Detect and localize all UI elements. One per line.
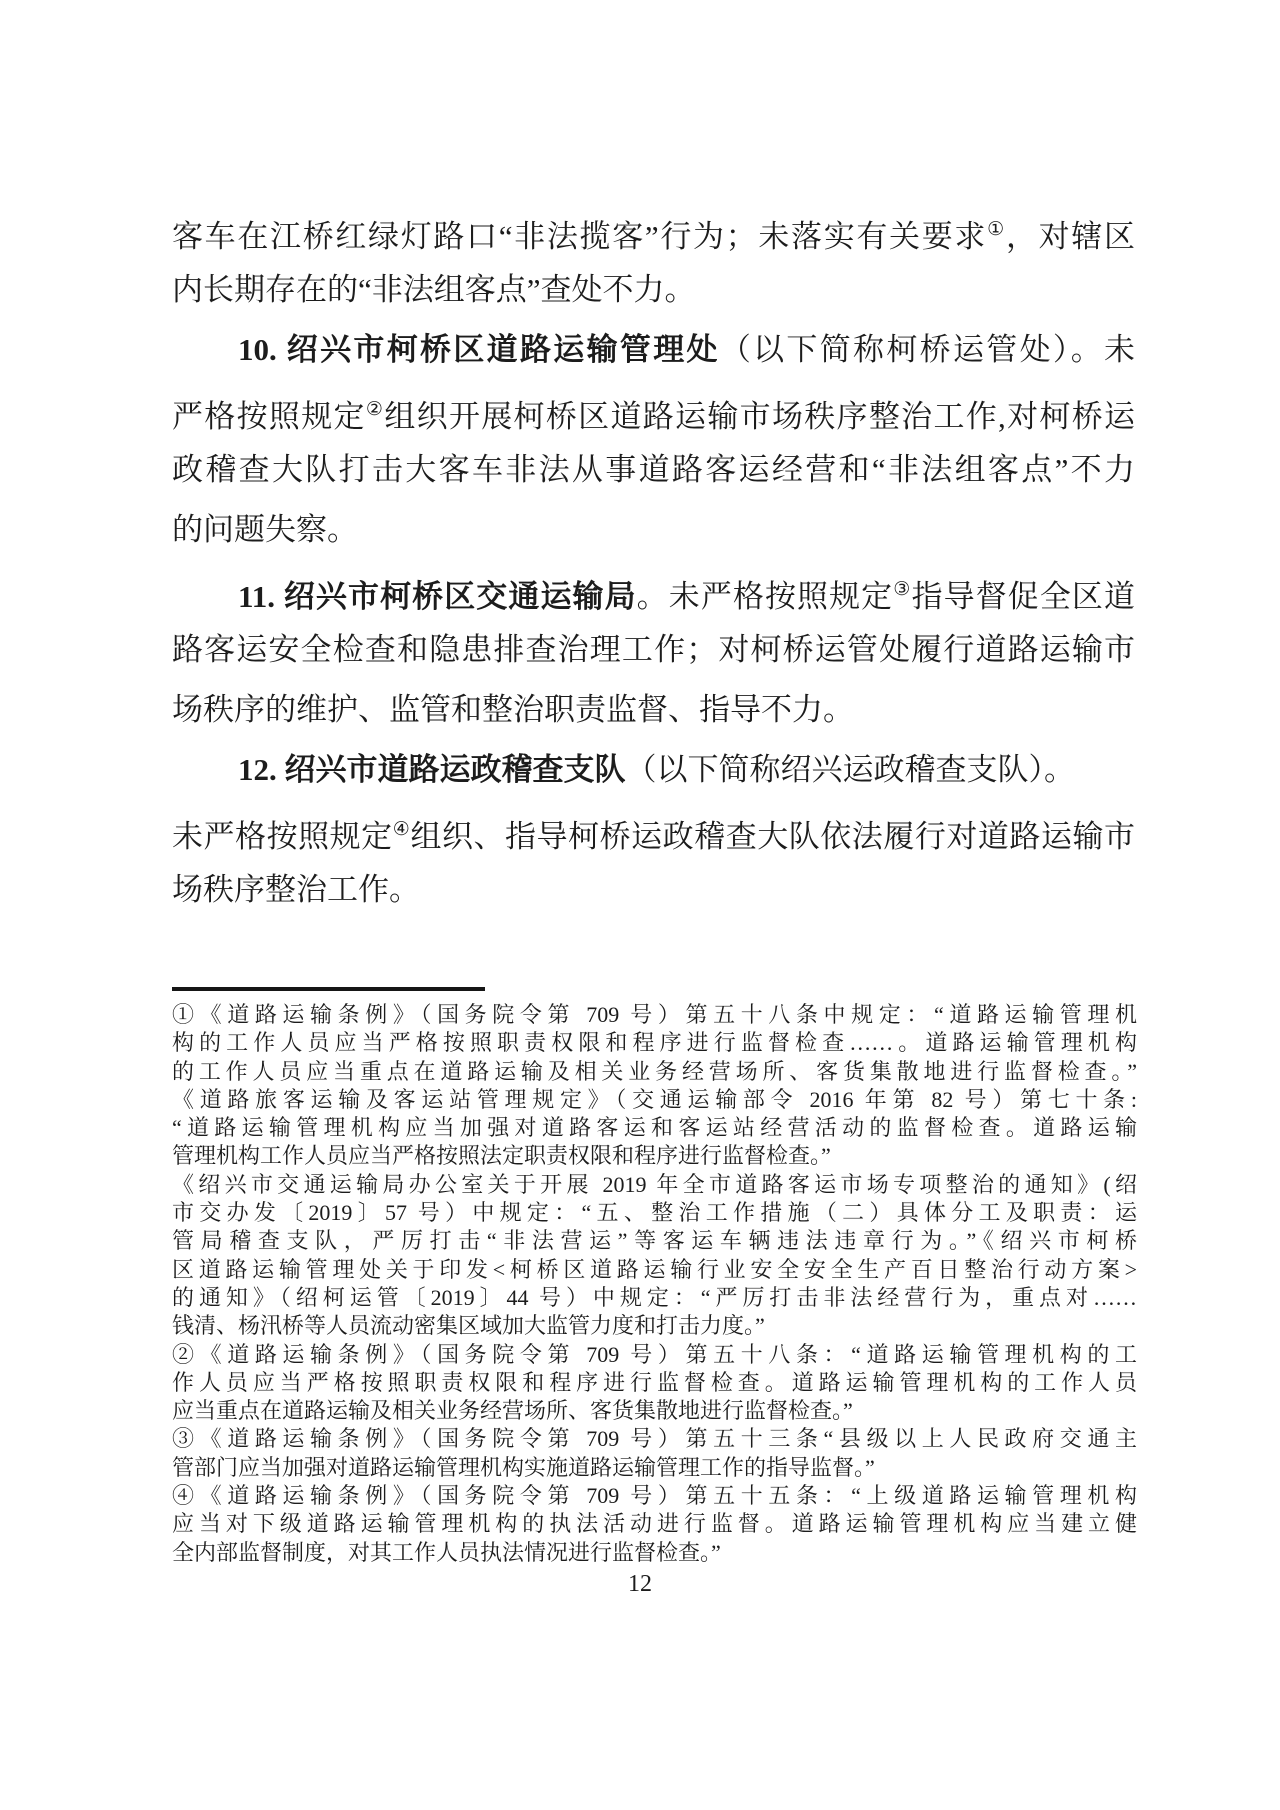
text-run: 。未严格按照规定 — [636, 578, 894, 614]
text-run: 构的工作人员应当严格按照职责权限和程序进行监督检查……。道路运输管理机构 — [172, 1030, 1137, 1056]
text-run: 作人员应当严格按照职责权限和程序进行监督检查。道路运输管理机构的工作人员 — [172, 1369, 1137, 1395]
text-run: 组织、指导柯桥运政稽查大队依法履行对道路运输市 — [410, 818, 1136, 854]
text-line — [172, 1341, 1137, 1369]
footnotes — [172, 1001, 1137, 1567]
footnote-ref-superscript: ④ — [392, 819, 411, 840]
text-run: 管理机构工作人员应当严格按照法定职责权限和程序进行监督检查。” — [172, 1143, 831, 1169]
text-line — [172, 1482, 1137, 1510]
footnote-separator — [172, 987, 485, 991]
text-run: 市交办发〔2019〕57 号）中规定：“五、整治工作措施（二）具体分工及职责：运 — [172, 1200, 1137, 1226]
text-line — [172, 800, 1135, 860]
text-run: 指导督促全区道 — [911, 578, 1136, 614]
text-line — [172, 1001, 1137, 1029]
text-run: 政稽查大队打击大客车非法从事道路客运经营和“非法组客点”不力 — [172, 452, 1135, 487]
page-number: 12 — [628, 1571, 652, 1597]
text-line — [172, 1199, 1137, 1227]
text-line — [172, 1227, 1137, 1255]
text-line — [172, 1397, 1137, 1425]
text-run: 的问题失察。 — [172, 512, 358, 547]
text-line — [172, 860, 1135, 920]
bold-run: 10. 绍兴市柯桥区道路运输管理处 — [238, 332, 720, 367]
text-line — [172, 320, 1135, 380]
text-line — [172, 740, 1135, 800]
text-run: 场秩序的维护、监管和整治职责监督、指导不力。 — [172, 692, 854, 727]
bold-run: 12. 绍兴市道路运政稽查支队 — [238, 752, 626, 787]
text-run: 严格按照规定 — [172, 398, 366, 434]
text-run: ③《道路运输条例》（国务院令第 709 号）第五十三条“县级以上人民政府交通主 — [172, 1426, 1137, 1452]
text-line — [172, 1086, 1137, 1114]
text-line — [172, 1510, 1137, 1538]
text-run: 应当对下级道路运输管理机构的执法活动进行监督。道路运输管理机构应当建立健 — [172, 1511, 1137, 1537]
text-line — [172, 620, 1135, 680]
bold-run: 11. 绍兴市柯桥区交通运输局 — [238, 578, 637, 614]
text-line — [172, 1171, 1137, 1199]
text-line — [172, 680, 1135, 740]
text-line — [172, 500, 1135, 560]
text-line — [172, 1425, 1137, 1453]
text-run: （以下简称绍兴运政稽查支队）。 — [625, 752, 1075, 787]
text-run: 管部门应当加强对道路运输管理机构实施道路运输管理工作的指导监督。” — [172, 1454, 875, 1480]
text-line — [172, 1142, 1137, 1170]
text-line — [172, 1539, 1137, 1567]
text-run: 管局稽查支队，严厉打击“非法营运”等客运车辆违法违章行为。”《绍兴市柯桥 — [172, 1228, 1137, 1254]
text-run: 组织开展柯桥区道路运输市场秩序整治工作,对柯桥运 — [384, 398, 1136, 434]
text-run: （以下简称柯桥运管处）。未 — [719, 332, 1136, 367]
text-run: 的工作人员应当重点在道路运输及相关业务经营场所、客货集散地进行监督检查。” — [172, 1058, 1137, 1084]
body-text — [172, 200, 1135, 920]
text-run: “道路运输管理机构应当加强对道路客运和客运站经营活动的监督检查。道路运输 — [172, 1115, 1137, 1141]
text-run: 场秩序整治工作。 — [172, 872, 420, 907]
text-line — [172, 440, 1135, 500]
text-line — [172, 1256, 1137, 1284]
text-run: 客车在江桥红绿灯路口“非法揽客”行为；未落实有关要求 — [172, 218, 988, 254]
text-line — [172, 1312, 1137, 1340]
text-line — [172, 380, 1135, 440]
text-run: ，对辖区 — [1005, 218, 1135, 254]
text-line — [172, 200, 1135, 260]
text-run: 路客运安全检查和隐患排查治理工作；对柯桥运管处履行道路运输市 — [172, 632, 1135, 667]
text-line — [172, 1114, 1137, 1142]
footnote-ref-superscript: ③ — [893, 579, 912, 600]
text-line — [172, 1029, 1137, 1057]
text-run: ①《道路运输条例》（国务院令第 709 号）第五十八条中规定：“道路运输管理机 — [172, 1002, 1137, 1027]
footnote-ref-superscript: ② — [365, 399, 385, 420]
text-line — [172, 1284, 1137, 1312]
text-line — [172, 1369, 1137, 1397]
text-run: 应当重点在道路运输及相关业务经营场所、客货集散地进行监督检查。” — [172, 1398, 853, 1424]
text-run: ②《道路运输条例》（国务院令第 709 号）第五十八条：“道路运输管理机构的工 — [172, 1341, 1137, 1367]
text-line — [172, 1058, 1137, 1086]
text-run: 《绍兴市交通运输局办公室关于开展 2019 年全市道路客运市场专项整治的通知》(绍 — [172, 1171, 1137, 1197]
text-run: 钱清、杨汛桥等人员流动密集区域加大监管力度和打击力度。” — [172, 1313, 765, 1339]
text-run: 全内部监督制度，对其工作人员执法情况进行监督检查。” — [172, 1539, 721, 1565]
text-line — [172, 560, 1135, 620]
text-run: 区道路运输管理处关于印发<柯桥区道路运输行业安全安全生产百日整治行动方案> — [172, 1256, 1137, 1282]
text-line — [172, 1454, 1137, 1482]
footnote-ref-superscript: ① — [987, 219, 1006, 240]
text-run: 内长期存在的“非法组客点”查处不力。 — [172, 272, 696, 307]
text-run: 的通知》（绍柯运管〔2019〕44 号）中规定：“严厉打击非法经营行为，重点对…… — [172, 1284, 1137, 1310]
text-run: ④《道路运输条例》（国务院令第 709 号）第五十五条：“上级道路运输管理机构 — [172, 1483, 1137, 1509]
text-run: 未严格按照规定 — [172, 818, 393, 854]
text-line — [172, 260, 1135, 320]
text-run: 《道路旅客运输及客运站管理规定》（交通运输部令 2016 年第 82 号）第七十条: — [172, 1086, 1137, 1112]
